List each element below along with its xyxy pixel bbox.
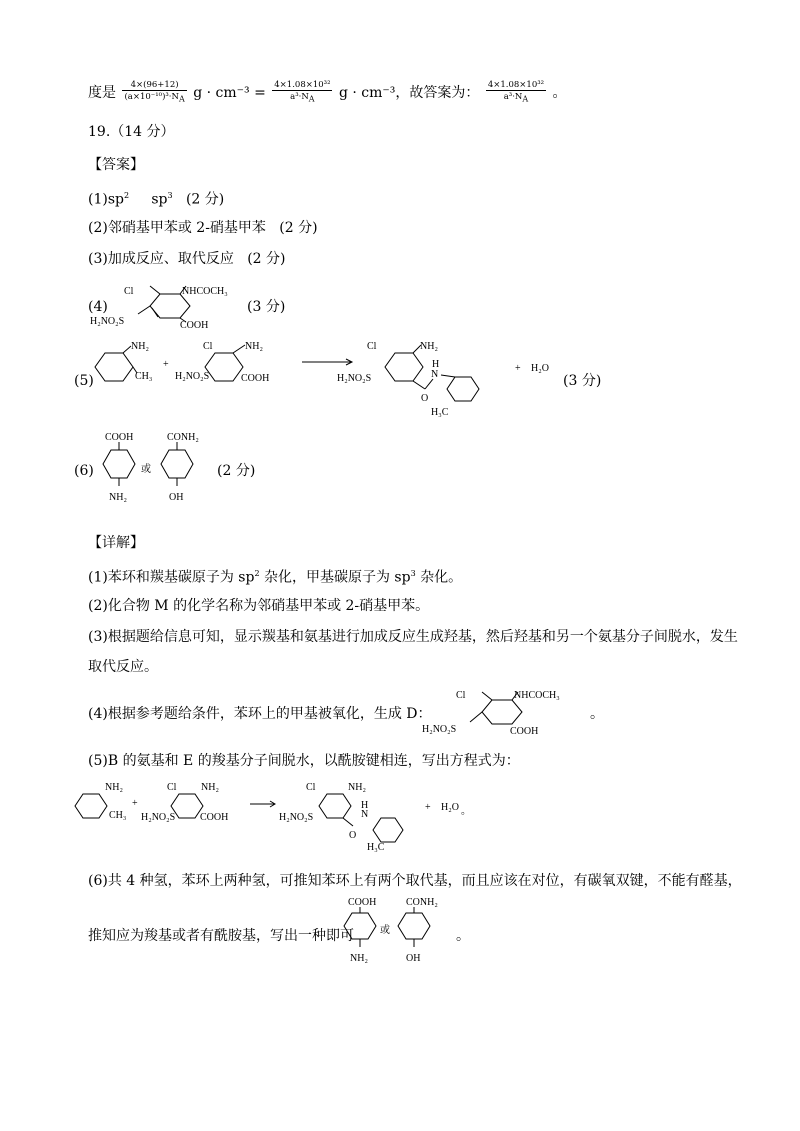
answer-3: (3)加成反应、取代反应 (2 分)	[88, 251, 286, 267]
h2no2s-label: H₂NO₂S	[175, 371, 210, 382]
toluidine-ring	[95, 353, 133, 381]
answer-2: (2)邻硝基甲苯或 2-硝基甲苯 (2 分)	[88, 220, 318, 236]
density-fraction-2	[272, 80, 332, 106]
density-unit-2: g · cm⁻³，故答案为：	[338, 84, 480, 101]
benzene-ring	[398, 913, 430, 939]
h2o-label: H₂O	[531, 363, 549, 374]
cooh-label: COOH	[241, 373, 270, 384]
product-ring-2	[447, 377, 479, 401]
acid-ring	[205, 353, 243, 381]
o-label: O	[421, 393, 429, 404]
answer-6-label: (6)	[74, 463, 94, 479]
fraction-denominator: $a^3\cdot N_A$	[503, 92, 529, 104]
cooh-label: COOH	[200, 812, 229, 823]
answer-1: $(1)sp^2$ $sp^3$ (2 分)	[88, 191, 225, 208]
benzene-ring	[161, 450, 193, 478]
nh2-label: NH₂	[245, 341, 263, 352]
period: 。	[461, 806, 471, 817]
density-fraction-3	[486, 80, 546, 106]
detail-6-end: 。	[456, 928, 470, 944]
detail-heading: 【详解】	[88, 535, 144, 551]
conh2-label: CONH₂	[167, 432, 199, 443]
nh2-label: NH₂	[420, 341, 438, 352]
benzene-ring	[482, 700, 522, 724]
answer-5-label: (5)	[74, 373, 94, 389]
density-prefix: 度是	[88, 84, 116, 101]
cl-label: Cl	[456, 690, 466, 701]
nh2-label: NH₂	[105, 782, 123, 793]
plus-sign: +	[163, 359, 169, 370]
plus-sign: +	[515, 363, 521, 374]
benzene-ring	[103, 450, 135, 478]
detail-1: (1)苯环和羰基碳原子为 $sp^2$ 杂化，甲基碳原子为 $sp^3$ 杂化。	[88, 569, 463, 586]
nhcoch3-label: NHCOCH₃	[182, 286, 228, 297]
detail-4-end: 。	[590, 706, 604, 722]
acid-ring	[171, 794, 203, 818]
density-fraction-1	[122, 80, 186, 106]
plus-sign: +	[132, 798, 138, 809]
ch3-label: CH₃	[109, 810, 127, 821]
nh2-label: NH₂	[350, 953, 368, 964]
h2no2s-label: H₂NO₂S	[422, 724, 457, 735]
reaction-equation	[95, 335, 635, 425]
detail-3-line1: (3)根据题给信息可知，显示羰基和氨基进行加成反应生成羟基，然后羟基和另一个氨基分子间脱水，发生	[88, 629, 738, 645]
nh2-label: NH₂	[131, 341, 149, 352]
benzene-ring	[344, 913, 376, 939]
cooh-label: COOH	[510, 726, 539, 737]
cooh-label: COOH	[105, 432, 134, 443]
density-suffix: 。	[552, 84, 567, 101]
cl-label: Cl	[367, 341, 377, 352]
h3c-label: H₃C	[367, 842, 385, 853]
h2no2s-label: H₂NO₂S	[90, 316, 125, 327]
h2no2s-label: H₂NO₂S	[141, 812, 176, 823]
density-unit-1: g · cm⁻³ =	[193, 84, 266, 101]
o-label: O	[349, 830, 357, 841]
ch3-label: CH₃	[135, 371, 153, 382]
fraction-denominator: $(a\times 10^{-10})^3\cdot N_A$	[124, 92, 185, 104]
nh2-label: NH₂	[201, 782, 219, 793]
detail-6-line2: 推知应为羧基或者有酰胺基，写出一种即可	[88, 928, 354, 944]
answer-5-score: (3 分)	[563, 373, 602, 389]
question-number: 19.（14 分）	[88, 124, 175, 140]
fraction-numerator: 4×(96+12)	[122, 80, 186, 91]
detail-6-line1: (6)共 4 种氢，苯环上两种氢，可推知苯环上有两个取代基，而且应该在对位，有碳氧双键，不能有醛基，	[88, 873, 742, 889]
detail-6-structures	[340, 895, 460, 970]
fraction-denominator: $a^3\cdot N_A$	[290, 92, 315, 104]
product-ring-2	[373, 818, 403, 842]
cl-label: Cl	[167, 782, 177, 793]
cl-label: Cl	[203, 341, 213, 352]
fraction-numerator: 4×1.08×10³²	[274, 80, 331, 90]
detail-5: (5)B 的氨基和 E 的羧基分子间脱水，以酰胺键相连，写出方程式为：	[88, 753, 520, 769]
detail-2: (2)化合物 M 的化学名称为邻硝基甲苯或 2-硝基甲苯。	[88, 598, 430, 614]
nh2-label: NH₂	[348, 782, 366, 793]
plus-sign: +	[425, 802, 431, 813]
toluidine-ring	[75, 794, 107, 818]
reaction-equation-detail	[75, 780, 495, 855]
h2no2s-label: H₂NO₂S	[279, 812, 314, 823]
answer-heading: 【答案】	[88, 157, 144, 173]
h3c-label: H₃C	[431, 407, 449, 418]
answer-4-score: (3 分)	[247, 299, 286, 315]
detail-4: (4)根据参考题给条件，苯环上的甲基被氧化，生成 D：	[88, 706, 432, 722]
or-label: 或	[380, 925, 390, 936]
h-label: H	[432, 359, 440, 370]
n-label: N	[361, 809, 369, 820]
cooh-label: COOH	[348, 897, 377, 908]
conh2-label: CONH₂	[406, 897, 438, 908]
answer-6-score: (2 分)	[217, 463, 256, 479]
oh-label: OH	[169, 492, 184, 503]
h2o-label: H₂O	[441, 802, 459, 813]
product-ring-1	[319, 794, 351, 818]
detail-3-line2: 取代反应。	[88, 659, 158, 675]
answer-6-structures	[97, 428, 227, 510]
product-ring-1	[385, 353, 423, 381]
h-label: H	[361, 800, 369, 811]
nh2-label: NH₂	[109, 492, 127, 503]
n-label: N	[431, 369, 439, 380]
or-label: 或	[141, 464, 151, 475]
fraction-numerator: 4×1.08×10³²	[487, 80, 545, 90]
cl-label: Cl	[124, 286, 134, 297]
cooh-label: COOH	[180, 320, 209, 331]
density-line	[88, 80, 567, 106]
answer-4-label: (4)	[88, 299, 108, 315]
oh-label: OH	[406, 953, 421, 964]
h2no2s-label: H₂NO₂S	[337, 373, 372, 384]
nhcoch3-label: NHCOCH₃	[514, 690, 560, 701]
cl-label: Cl	[306, 782, 316, 793]
